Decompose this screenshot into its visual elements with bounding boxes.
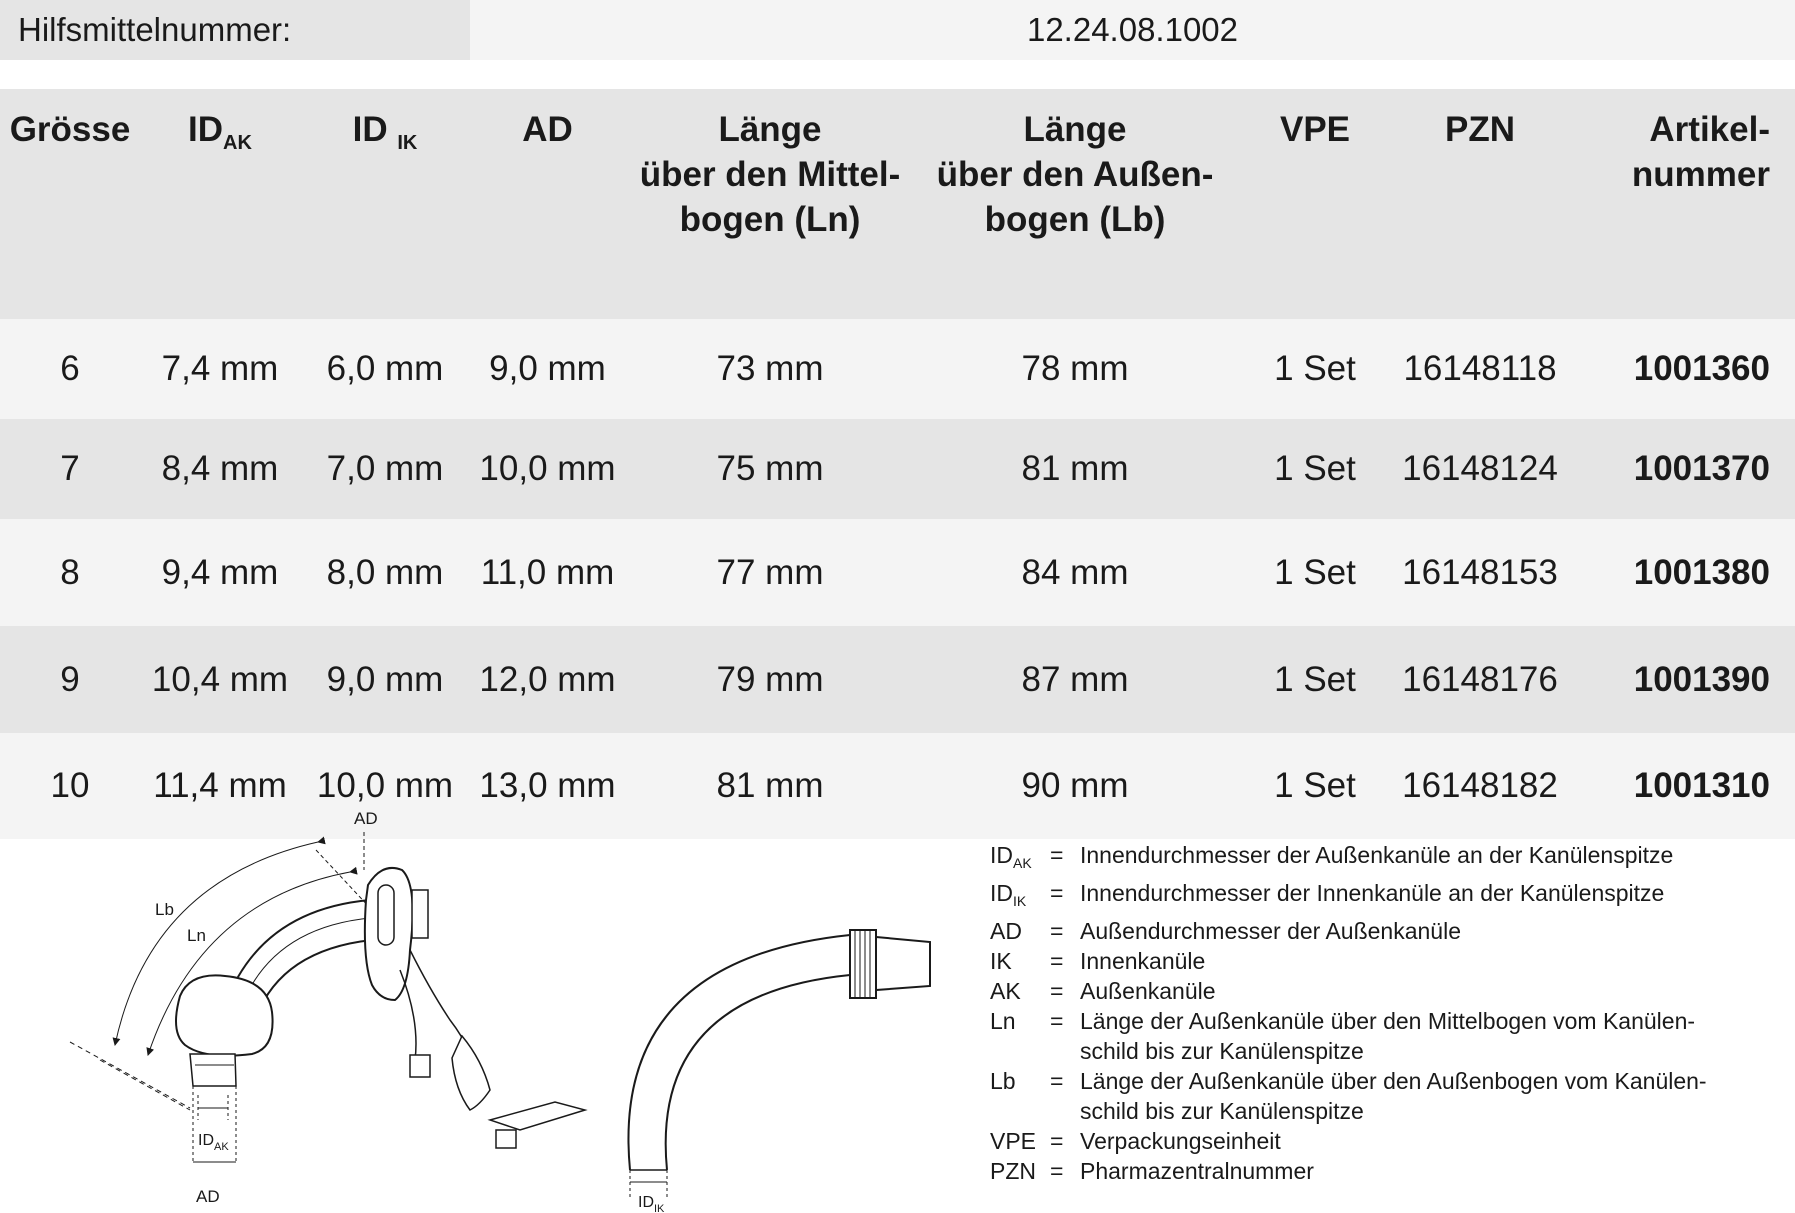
legend-definition: Verpackungseinheit bbox=[1080, 1128, 1281, 1154]
cell-size: 10 bbox=[0, 733, 140, 839]
cell-ln: 77 mm bbox=[625, 519, 915, 626]
label-lb: Lb bbox=[155, 900, 174, 919]
cell-artikelnummer: 1001380 bbox=[1565, 519, 1795, 626]
legend-abbr: AD bbox=[990, 918, 1022, 944]
cell-ad: 11,0 mm bbox=[470, 519, 625, 626]
legend-definition: Innenkanüle bbox=[1080, 948, 1206, 974]
label-idik: $ID_{IK}$ bbox=[638, 1194, 665, 1213]
cell-artikelnummer: 1001390 bbox=[1565, 626, 1795, 733]
cell-pzn: 16148182 bbox=[1395, 733, 1565, 839]
legend-abbr: VPE bbox=[990, 1128, 1037, 1154]
cannula-with-cuff-drawing bbox=[70, 809, 585, 1206]
cell-size: 7 bbox=[0, 419, 140, 519]
legend-item: PZN = Pharmazentralnummer bbox=[990, 1156, 1710, 1186]
col-header-size: Grösse bbox=[0, 89, 140, 319]
col-header-pzn: PZN bbox=[1395, 89, 1565, 319]
label-ad-bottom: AD bbox=[196, 1187, 220, 1206]
cell-id-ak: 11,4 mm bbox=[140, 733, 300, 839]
legend-item: $ID_{AK}$ = Innendurchmesser der Außenkanüle an der Kanülenspitze bbox=[990, 840, 1710, 878]
hilfsmittelnummer-value: 12.24.08.1002 bbox=[470, 0, 1795, 60]
cell-pzn: 16148118 bbox=[1395, 319, 1565, 419]
table-row bbox=[0, 319, 1795, 419]
cell-pzn: 16148176 bbox=[1395, 626, 1565, 733]
hilfsmittelnummer-label: Hilfsmittelnummer: bbox=[0, 0, 470, 60]
cell-artikelnummer: 1001360 bbox=[1565, 319, 1795, 419]
legend-item: Ln = Länge der Außenkanüle über den Mittelbogen vom Kanülen- schild bis zur Kanülenspitze bbox=[990, 1006, 1710, 1066]
cell-lb: 81 mm bbox=[915, 419, 1235, 519]
cell-id-ik: 10,0 mm bbox=[300, 733, 470, 839]
legend-definition: Pharmazentralnummer bbox=[1080, 1158, 1314, 1184]
legend-item: $ID_{IK}$ = Innendurchmesser der Innenkanüle an der Kanülenspitze bbox=[990, 878, 1710, 916]
cell-ad: 9,0 mm bbox=[470, 319, 625, 419]
table-row bbox=[0, 419, 1795, 519]
cell-id-ik: 6,0 mm bbox=[300, 319, 470, 419]
cell-lb: 87 mm bbox=[915, 626, 1235, 733]
cell-id-ik: 8,0 mm bbox=[300, 519, 470, 626]
col-header-id-ak: $ID_{AK}$ bbox=[140, 89, 300, 319]
inner-cannula-drawing bbox=[628, 930, 930, 1213]
legend-item: IK = Innenkanüle bbox=[990, 946, 1710, 976]
table-row bbox=[0, 519, 1795, 626]
cell-pzn: 16148153 bbox=[1395, 519, 1565, 626]
label-ad-top: AD bbox=[354, 809, 378, 828]
cell-ad: 12,0 mm bbox=[470, 626, 625, 733]
legend-definition: Innendurchmesser der Innenkanüle an der Kanülenspitze bbox=[1080, 880, 1665, 906]
spec-table bbox=[0, 89, 1795, 839]
legend-definition: Außendurchmesser der Außenkanüle bbox=[1080, 918, 1461, 944]
cell-size: 6 bbox=[0, 319, 140, 419]
col-header-ln: Länge über den Mittel- bogen (Ln) bbox=[625, 89, 915, 319]
table-header-row bbox=[0, 89, 1795, 319]
col-header-lb: Länge über den Außen- bogen (Lb) bbox=[915, 89, 1235, 319]
table-row bbox=[0, 626, 1795, 733]
cell-size: 9 bbox=[0, 626, 140, 733]
legend-item: AD = Außendurchmesser der Außenkanüle bbox=[990, 916, 1710, 946]
legend-abbr: PZN bbox=[990, 1158, 1036, 1184]
cell-vpe: 1 Set bbox=[1235, 733, 1395, 839]
legend-definition: Außenkanüle bbox=[1080, 978, 1216, 1004]
col-header-ad: AD bbox=[470, 89, 625, 319]
legend-abbr: $ID_{IK}$ bbox=[990, 880, 1027, 909]
cell-artikelnummer: 1001370 bbox=[1565, 419, 1795, 519]
legend-item: AK = Außenkanüle bbox=[990, 976, 1710, 1006]
col-header-artikelnummer: Artikel- nummer bbox=[1565, 89, 1795, 319]
label-idak: $ID_{AK}$ bbox=[198, 1132, 229, 1153]
legend-abbr: $ID_{AK}$ bbox=[990, 842, 1032, 871]
cell-id-ak: 9,4 mm bbox=[140, 519, 300, 626]
abbreviation-legend bbox=[990, 840, 1710, 1186]
cannula-drawings bbox=[0, 790, 960, 1213]
cell-size: 8 bbox=[0, 519, 140, 626]
legend-definition: Länge der Außenkanüle über den Außenbogen vom Kanülen- schild bis zur Kanülenspitze bbox=[1080, 1068, 1707, 1124]
cell-ln: 73 mm bbox=[625, 319, 915, 419]
legend-item: VPE = Verpackungseinheit bbox=[990, 1126, 1710, 1156]
cell-vpe: 1 Set bbox=[1235, 626, 1395, 733]
legend-abbr: AK bbox=[990, 978, 1021, 1004]
legend-abbr: IK bbox=[990, 948, 1012, 974]
cell-lb: 90 mm bbox=[915, 733, 1235, 839]
cell-ln: 75 mm bbox=[625, 419, 915, 519]
cell-vpe: 1 Set bbox=[1235, 319, 1395, 419]
legend-definition: Länge der Außenkanüle über den Mittelbogen vom Kanülen- schild bis zur Kanülenspitze bbox=[1080, 1008, 1696, 1064]
cell-ad: 13,0 mm bbox=[470, 733, 625, 839]
cell-id-ak: 10,4 mm bbox=[140, 626, 300, 733]
label-ln: Ln bbox=[187, 926, 206, 945]
legend-abbr: Lb bbox=[990, 1068, 1016, 1094]
legend-abbr: Ln bbox=[990, 1008, 1016, 1034]
legend-item: Lb = Länge der Außenkanüle über den Außenbogen vom Kanülen- schild bis zur Kanülenspitze bbox=[990, 1066, 1710, 1126]
legend-definition: Innendurchmesser der Außenkanüle an der Kanülenspitze bbox=[1080, 842, 1674, 868]
col-header-id-ik: ID $_{IK}$ bbox=[300, 89, 470, 319]
cell-pzn: 16148124 bbox=[1395, 419, 1565, 519]
cell-vpe: 1 Set bbox=[1235, 419, 1395, 519]
cell-lb: 78 mm bbox=[915, 319, 1235, 419]
cell-artikelnummer: 1001310 bbox=[1565, 733, 1795, 839]
cell-ad: 10,0 mm bbox=[470, 419, 625, 519]
cell-ln: 79 mm bbox=[625, 626, 915, 733]
cell-id-ik: 7,0 mm bbox=[300, 419, 470, 519]
cell-id-ik: 9,0 mm bbox=[300, 626, 470, 733]
cell-id-ak: 7,4 mm bbox=[140, 319, 300, 419]
cell-lb: 84 mm bbox=[915, 519, 1235, 626]
cell-vpe: 1 Set bbox=[1235, 519, 1395, 626]
cell-ln: 81 mm bbox=[625, 733, 915, 839]
cell-id-ak: 8,4 mm bbox=[140, 419, 300, 519]
col-header-vpe: VPE bbox=[1235, 89, 1395, 319]
